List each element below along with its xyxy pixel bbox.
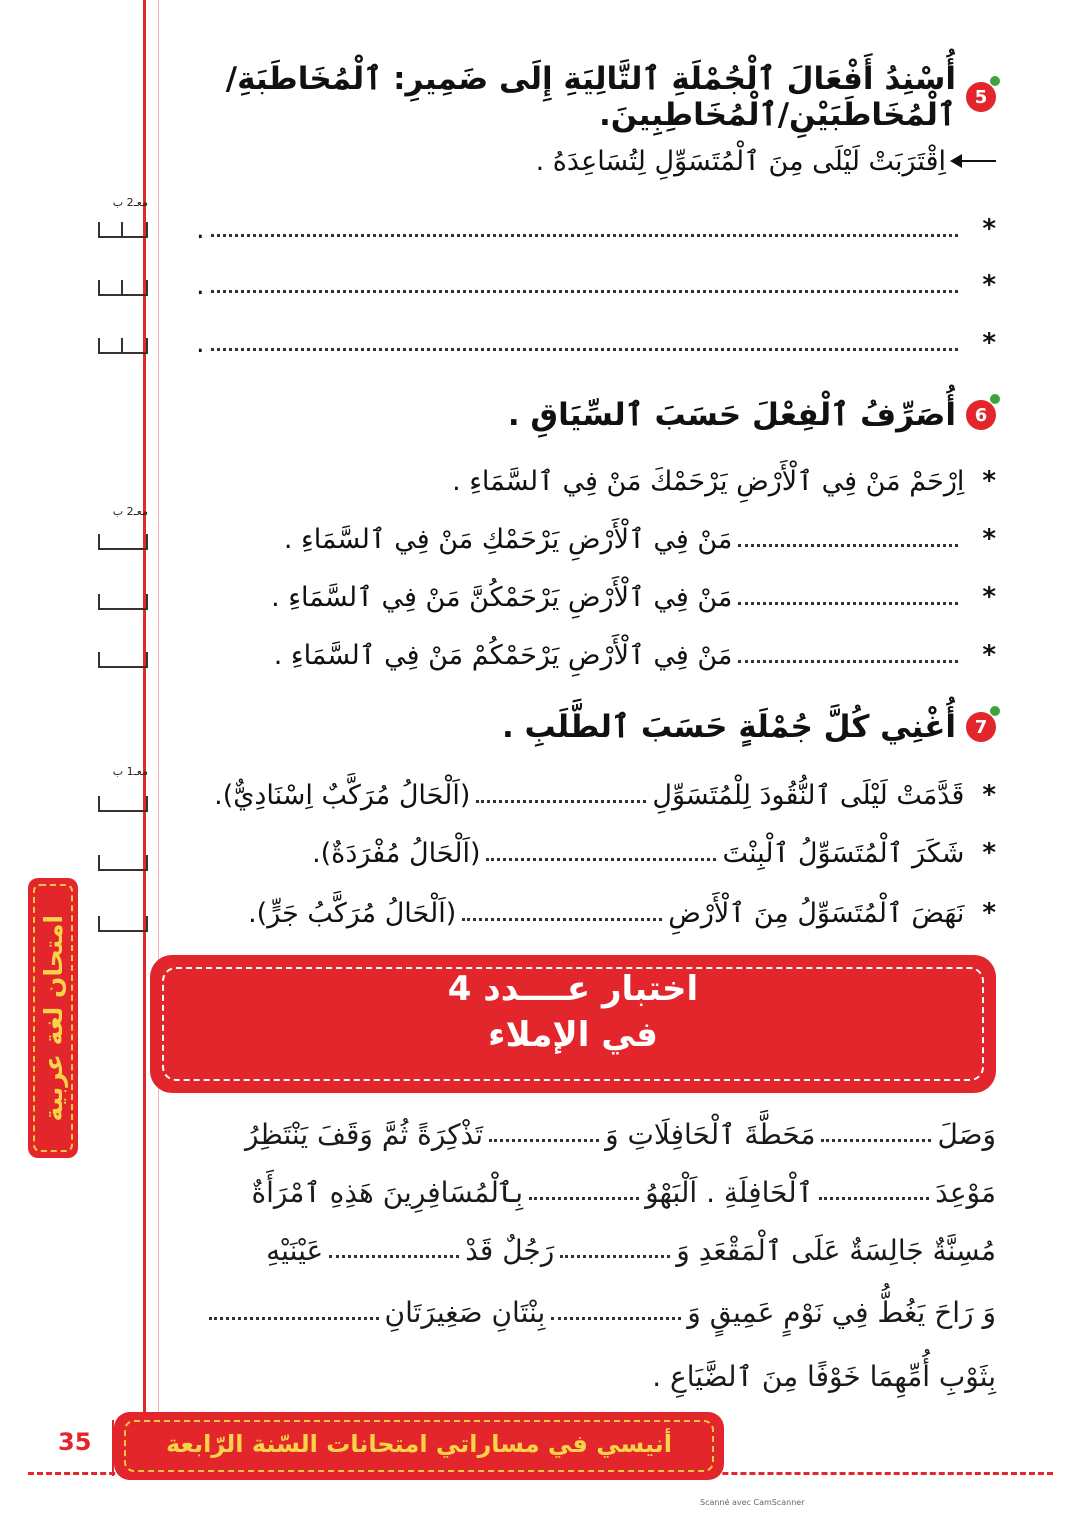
footer-title: أنيسي في مساراتي امتحانات السّنة الرّابعة: [166, 1430, 672, 1458]
exercise-5-title: أُسْنِدُ أَفْعَالَ ٱلْجُمْلَةِ ٱلتَّالِيَةِ إِلَى ضَمِيرِ: ٱلْمُخَاطَبَةِ/ٱلْمُخَاطَبَيْنِ/ٱلْمُخَاطِبِينَ.: [225, 61, 956, 133]
side-tab-label: امتحان لغة عربية: [38, 914, 68, 1122]
dictation-word: وَصَلَ: [937, 1117, 996, 1151]
footer-banner: [114, 1412, 724, 1480]
test-banner-title: اختبار عــــدد 4: [447, 969, 699, 1009]
side-tab: [28, 878, 78, 1158]
dictation-word: مُسِنَّةٌ جَالِسَةٌ عَلَى ٱلْمَقْعَدِ وَ: [676, 1233, 996, 1267]
exercise-7-item-hint: (اَلْحَالُ مُرَكَّبٌ اِسْنَادِيٌّ).: [214, 779, 471, 811]
dictation-word: تَذْكِرَةً ثُمَّ وَقَفَ يَنْتَظِرُ: [245, 1117, 484, 1151]
dictation-blank[interactable]: [489, 1121, 599, 1142]
exercise-5-sentence-row: [196, 138, 996, 184]
score-box: [98, 796, 148, 812]
answer-blank[interactable]: [211, 272, 959, 293]
answer-blank[interactable]: [462, 900, 662, 921]
exercise-6-item: [196, 574, 996, 620]
exercise-6-heading: [156, 390, 996, 440]
exercise-7-item: [196, 772, 996, 818]
answer-blank[interactable]: [738, 584, 958, 605]
footer-dashed-line: [28, 1472, 1053, 1475]
exercise-7-item-hint: (اَلْحَالُ مُفْرَدَةٌ).: [312, 837, 481, 869]
answer-blank[interactable]: [486, 840, 716, 861]
star-bullet-icon: *: [982, 640, 996, 670]
dictation-blank[interactable]: [560, 1237, 670, 1258]
star-bullet-icon: *: [982, 214, 996, 244]
dictation-line-4: [166, 1286, 996, 1338]
margin-line: [143, 0, 146, 1438]
star-bullet-icon: *: [982, 898, 996, 928]
star-bullet-icon: *: [982, 328, 996, 358]
answer-blank[interactable]: [476, 782, 646, 803]
exercise-5-sentence: اِقْتَرَبَتْ لَيْلَى مِنَ ٱلْمُتَسَوِّلِ لِتُسَاعِدَهُ .: [535, 145, 946, 177]
dictation-line-3: [166, 1224, 996, 1276]
dictation-word: بِنْتَانِ صَغِيرَتَانِ: [384, 1295, 546, 1329]
score-box: [98, 594, 148, 610]
answer-blank[interactable]: [211, 330, 959, 351]
exercise-7-item: [196, 830, 996, 876]
score-box: [98, 916, 148, 932]
dictation-word: بِٱلْمُسَافِرِينَ هَذِهِ ٱمْرَأَةٌ: [251, 1175, 524, 1209]
answer-blank[interactable]: [738, 526, 958, 547]
dictation-blank[interactable]: [529, 1179, 639, 1200]
exercise-6-model-row: [196, 458, 996, 504]
exercise-7-item-text: قَدَّمَتْ لَيْلَى ٱلنُّقُودَ لِلْمُتَسَوِّلِ: [652, 779, 965, 811]
dictation-word: عَيْنَيْهِ: [266, 1233, 324, 1267]
test-banner-subtitle: في الإملاء: [488, 1015, 658, 1055]
answer-blank[interactable]: [738, 642, 958, 663]
exercise-7-title: أُغْنِي كُلَّ جُمْلَةٍ حَسَبَ ٱلطَّلَبِ .: [501, 709, 956, 745]
exercise-7-item-hint: (اَلْحَالُ مُرَكَّبُ جَرٍّ).: [248, 897, 457, 929]
exercise-7-heading: [156, 702, 996, 752]
star-bullet-icon: *: [982, 466, 996, 496]
star-bullet-icon: *: [982, 780, 996, 810]
score-box: [98, 534, 148, 550]
answer-line: * .: [196, 213, 996, 245]
star-bullet-icon: *: [982, 582, 996, 612]
star-bullet-icon: *: [982, 524, 996, 554]
score-box: [98, 338, 148, 354]
exercise-6-item-text: مَنْ فِي ٱلْأَرْضِ يَرْحَمْكُنَّ مَنْ فِي ٱلسَّمَاءِ .: [271, 581, 733, 613]
exercise-6-model: اِرْحَمْ مَنْ فِي ٱلْأَرْضِ يَرْحَمْكَ مَنْ فِي ٱلسَّمَاءِ .: [452, 465, 965, 497]
score-label: معـ2 ب: [112, 505, 148, 518]
dictation-blank[interactable]: [551, 1299, 681, 1320]
answer-line: * .: [196, 327, 996, 359]
score-box: [98, 280, 148, 296]
dictation-line-1: [166, 1108, 996, 1160]
score-label: معـ1 ب: [112, 765, 148, 778]
dictation-word: بِثَوْبِ أُمِّهِمَا خَوْفًا مِنَ ٱلضَّيَاعِ .: [652, 1359, 996, 1393]
star-bullet-icon: *: [982, 838, 996, 868]
exercise-7-item: [196, 890, 996, 936]
test-banner: [150, 955, 996, 1093]
dictation-blank[interactable]: [821, 1121, 931, 1142]
dictation-word: ٱلْحَافِلَةِ . اَلْبَهْوُ: [645, 1175, 814, 1209]
dictation-line-5: [166, 1350, 996, 1402]
answer-blank[interactable]: [211, 216, 959, 237]
dictation-word: رَجُلٌ قَدْ: [465, 1233, 555, 1267]
exercise-6-number: 6: [966, 400, 996, 430]
exercise-6-item-text: مَنْ فِي ٱلْأَرْضِ يَرْحَمْكِ مَنْ فِي ٱلسَّمَاءِ .: [283, 523, 733, 555]
exercise-6-item-text: مَنْ فِي ٱلْأَرْضِ يَرْحَمْكُمْ مَنْ فِي ٱلسَّمَاءِ .: [273, 639, 733, 671]
dictation-blank[interactable]: [329, 1237, 459, 1258]
exercise-5-number: 5: [966, 82, 996, 112]
exercise-7-item-text: شَكَرَ ٱلْمُتَسَوِّلُ ٱلْبِنْتَ: [722, 837, 965, 869]
dictation-word: مَحَطَّةَ ٱلْحَافِلَاتِ وَ: [605, 1117, 816, 1151]
dictation-line-2: [166, 1166, 996, 1218]
exercise-6-item: [196, 632, 996, 678]
dictation-word: وَ رَاحَ يَغُطُّ فِي نَوْمٍ عَمِيقٍ وَ: [687, 1295, 996, 1329]
score-box: [98, 652, 148, 668]
star-bullet-icon: *: [982, 270, 996, 300]
left-arrow-icon: [952, 160, 996, 162]
score-box: [98, 855, 148, 871]
exercise-6-title: أُصَرِّفُ ٱلْفِعْلَ حَسَبَ ٱلسِّيَاقِ .: [507, 397, 956, 433]
page-number: 35: [58, 1428, 92, 1456]
exercise-7-item-text: نَهَضَ ٱلْمُتَسَوِّلُ مِنَ ٱلْأَرْضِ: [668, 897, 965, 929]
dictation-word: مَوْعِدَ: [935, 1175, 996, 1209]
scan-note: Scanné avec CamScanner: [700, 1498, 805, 1507]
answer-line: * .: [196, 269, 996, 301]
score-label: معـ2 ب: [112, 196, 148, 209]
dictation-blank[interactable]: [209, 1299, 379, 1320]
exercise-7-number: 7: [966, 712, 996, 742]
dictation-blank[interactable]: [819, 1179, 929, 1200]
exercise-5-heading: [156, 61, 996, 133]
score-box: [98, 222, 148, 238]
exercise-6-item: [196, 516, 996, 562]
